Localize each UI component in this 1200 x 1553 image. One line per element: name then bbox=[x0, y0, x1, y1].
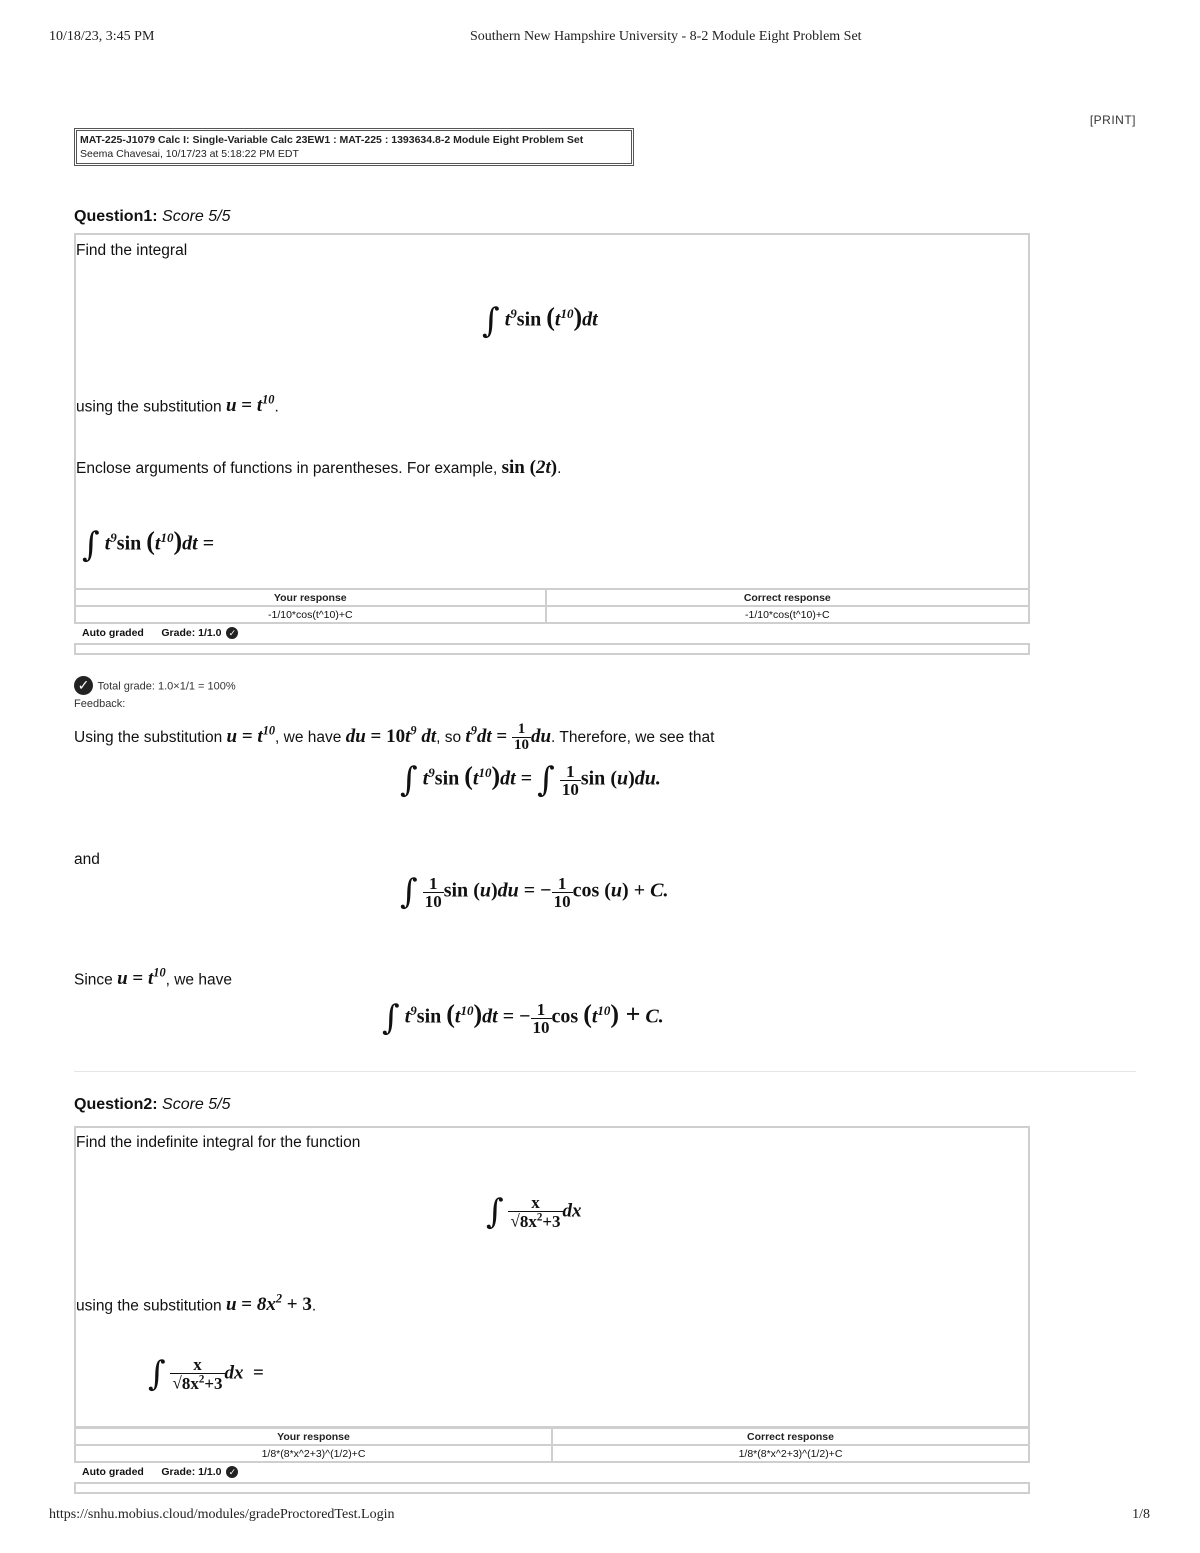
question1-title bbox=[74, 208, 231, 226]
question1-prompt: Find the integral bbox=[76, 242, 188, 259]
print-datetime: 10/18/23, 3:45 PM bbox=[49, 29, 155, 44]
correct-response-header: Correct response bbox=[546, 589, 1029, 606]
feedback-since-we-have-text: , we have bbox=[165, 971, 232, 989]
grade-label: Grade: 1/1.0 bbox=[161, 627, 222, 639]
question2-box bbox=[74, 1126, 1030, 1428]
question2-label: Question2: bbox=[74, 1096, 158, 1113]
question2-grading bbox=[82, 1466, 238, 1478]
question1-grading bbox=[82, 627, 238, 639]
your-response-header: Your response bbox=[75, 1428, 552, 1445]
grade-label: Grade: 1/1.0 bbox=[161, 1466, 222, 1478]
question1-response-table bbox=[74, 588, 1030, 624]
feedback-label: Feedback: bbox=[74, 698, 126, 710]
footer-page-number: 1/8 bbox=[1132, 1507, 1150, 1522]
total-grade-text: Total grade: 1.0×1/1 = 100% bbox=[97, 680, 236, 693]
question2-title bbox=[74, 1096, 231, 1114]
feedback-equation3: ∫ $t^9\sin$ $(t^{10})dt$ = − $\frac{1}{10}$ $\cos (t^{10}) + C$. bbox=[382, 998, 664, 1038]
feedback-and: and bbox=[74, 851, 100, 868]
question1-answer-prompt: ∫ $t^9\sin$ $(t^{10})dt$ = bbox=[82, 525, 215, 565]
your-response-header: Your response bbox=[75, 589, 546, 606]
your-response-cell: 1/8*(8*x^2+3)^(1/2)+C bbox=[75, 1445, 552, 1462]
question1-box bbox=[74, 233, 1030, 590]
course-line: MAT-225-J1079 Calc I: Single-Variable Calc 23EW1 : MAT-225 : 1393634.8-2 Module Eight Problem Set bbox=[80, 134, 584, 146]
question1-total-grade bbox=[74, 676, 236, 695]
question2-prompt: Find the indefinite integral for the function bbox=[76, 1134, 361, 1151]
feedback-since-text: Since bbox=[74, 971, 113, 989]
course-info-box bbox=[74, 128, 634, 166]
feedback-equation1: ∫ $t^9\sin$ $(t^{10})dt$ = ∫ $\frac{1}{10}$ sin (u)du. bbox=[400, 760, 661, 800]
question1-label: Question1: bbox=[74, 208, 158, 225]
feedback-equation2: ∫ $\frac{1}{10}$ sin (u)du = − $\frac{1}{10}$ cos (u) + C. bbox=[400, 872, 669, 912]
question1-substitution-text: using the substitution bbox=[76, 398, 222, 416]
check-circle-icon: ✓ bbox=[74, 676, 93, 695]
question2-score: Score 5/5 bbox=[162, 1096, 231, 1113]
question1-score: Score 5/5 bbox=[162, 208, 231, 225]
question1-integral: ∫ $t^9\sin$ $(t^{10})dt$ bbox=[482, 301, 598, 341]
question-separator bbox=[74, 1071, 1136, 1072]
auto-graded-label: Auto graded bbox=[82, 1466, 144, 1478]
feedback-so-text: , so bbox=[436, 728, 462, 746]
question2-answer-prompt: ∫ $\frac{x}{√8x^2+3}$ dx = bbox=[148, 1354, 264, 1394]
question1-enclose-text: Enclose arguments of functions in parentheses. For example, bbox=[76, 460, 498, 477]
print-button[interactable]: [PRINT] bbox=[1089, 113, 1136, 127]
question1-empty-bar bbox=[74, 643, 1030, 655]
feedback-we-have-text: , we have bbox=[275, 728, 342, 746]
feedback-therefore-text: . Therefore, we see that bbox=[551, 728, 715, 746]
your-response-cell: -1/10*cos(t^10)+C bbox=[75, 606, 546, 623]
feedback-using-text: Using the substitution bbox=[74, 728, 223, 746]
correct-response-header: Correct response bbox=[552, 1428, 1029, 1445]
correct-response-cell: -1/10*cos(t^10)+C bbox=[546, 606, 1029, 623]
feedback-line1: Using the substitution $u = t^{10}$, we have du = $10t^9$ dt, so $t^9dt$ = $\frac{1}{10}$ du. Therefore, we see that bbox=[74, 721, 715, 753]
question1-enclose-hint: Enclose arguments of functions in parentheses. For example, sin (2t). bbox=[76, 457, 562, 478]
feedback-since-line: Since $u = t^{10}$, we have bbox=[74, 966, 232, 990]
question1-substitution: using the substitution $u = t^{10}$. bbox=[76, 393, 279, 417]
question2-response-table bbox=[74, 1427, 1030, 1463]
auto-graded-label: Auto graded bbox=[82, 627, 144, 639]
check-icon: ✓ bbox=[226, 1466, 238, 1478]
footer-url: https://snhu.mobius.cloud/modules/gradeProctoredTest.Login bbox=[49, 1507, 395, 1522]
question2-integral: ∫ $\frac{x}{√8x^2+3}$ dx bbox=[486, 1192, 582, 1232]
question2-empty-bar bbox=[74, 1482, 1030, 1494]
check-icon: ✓ bbox=[226, 627, 238, 639]
student-line: Seema Chavesai, 10/17/23 at 5:18:22 PM EDT bbox=[80, 148, 299, 160]
page-header-title: Southern New Hampshire University - 8-2 Module Eight Problem Set bbox=[470, 29, 862, 44]
correct-response-cell: 1/8*(8*x^2+3)^(1/2)+C bbox=[552, 1445, 1029, 1462]
question2-substitution-text: using the substitution bbox=[76, 1297, 222, 1315]
question2-substitution: using the substitution $u = 8x^2 + 3$. bbox=[76, 1292, 317, 1316]
